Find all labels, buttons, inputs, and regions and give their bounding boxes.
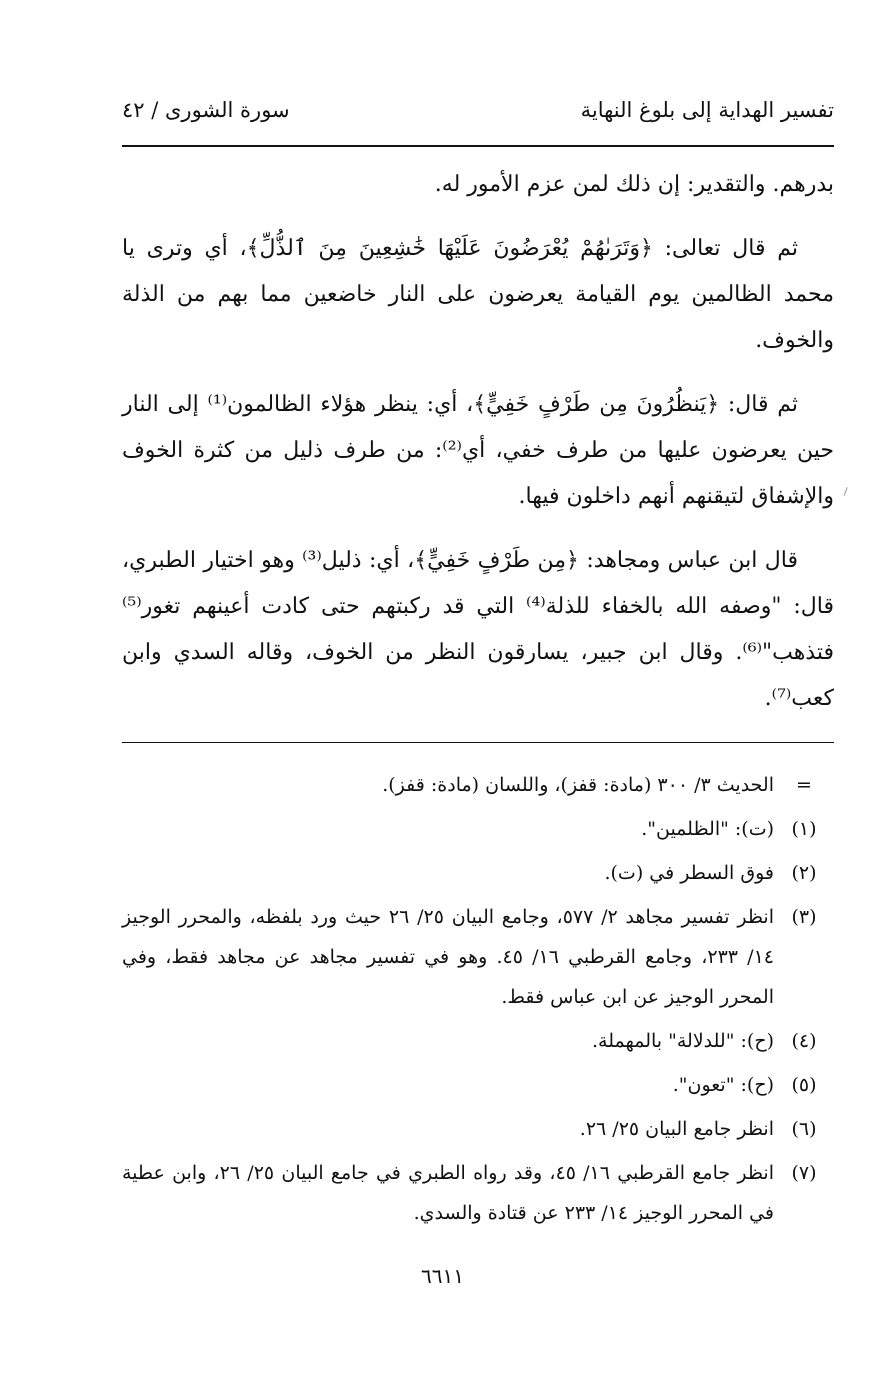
footnote-item — [122, 1021, 834, 1061]
main-text — [122, 162, 834, 740]
paragraph-3: ثم قال: ﴿يَنظُرُونَ مِن طَرْفٍ خَفِيٍّ﴾، أي: ينظر هؤلاء الظالمون⁽¹⁾ إلى النار حين يعرضون عليها من طرف خفي، أي⁽²⁾: من طرف ذليل من كثرة الخوف والإشفاق لتيقنهم أنهم داخلون فيها. — [122, 392, 834, 509]
footnote-item — [122, 1153, 834, 1233]
paragraph-2: ثم قال تعالى: ﴿وَتَرَىٰهُمْ يُعْرَضُونَ عَلَيْهَا خَٰشِعِينَ مِنَ ٱلذُّلِّ﴾، أي وترى يا محمد الظالمين يوم القيامة يعرضون على النار خاضعين مما بهم من الذلة والخوف. — [122, 236, 834, 353]
footnote-item — [122, 765, 834, 805]
footnote-item — [122, 1065, 834, 1105]
footnote-item — [122, 853, 834, 893]
footnote-number: (١) — [791, 818, 817, 840]
footnote-number: (٥) — [791, 1074, 817, 1096]
footnote-text: (ح): "للدلالة" بالمهملة. — [591, 1030, 774, 1052]
footnote-item — [122, 1109, 834, 1149]
footnote-item — [122, 809, 834, 849]
footnote-text: انظر تفسير مجاهد ٢/ ٥٧٧، وجامع البيان ٢٥/ ٢٦ حيث ورد بلفظه، والمحرر الوجيز ١٤/ ٢٣٣، وجامع القرطبي ١٦/ ٤٥. وهو في تفسير مجاهد عن مجاهد فقط، وفي المحرر الوجيز عن ابن عباس فقط. — [122, 906, 774, 1008]
book-title: تفسير الهداية إلى بلوغ النهاية — [580, 98, 834, 122]
footnote-number: (٢) — [791, 862, 817, 884]
paragraph-1: بدرهم. والتقدير: إن ذلك لمن عزم الأمور له. — [434, 172, 834, 197]
page-number: ٦٦١١ — [421, 1264, 464, 1288]
footnote-text: (ح): "تعون". — [672, 1074, 774, 1096]
footnote-number: (٤) — [791, 1030, 817, 1052]
footnote-number: = — [796, 774, 812, 796]
footnote-text: انظر جامع البيان ٢٥/ ٢٦. — [579, 1118, 774, 1140]
footnote-text: الحديث ٣/ ٣٠٠ (مادة: قفز)، واللسان (مادة: قفز). — [382, 774, 774, 796]
footnote-text: انظر جامع القرطبي ١٦/ ٤٥، وقد رواه الطبري في جامع البيان ٢٥/ ٢٦، وابن عطية في المحرر الوجيز ١٤/ ٢٣٣ عن قتادة والسدي. — [122, 1162, 774, 1224]
running-header — [122, 98, 834, 134]
footnote-text: (ت): "الظلمين". — [641, 818, 774, 840]
footnote-number: (٧) — [791, 1162, 817, 1184]
footnote-number: (٦) — [791, 1118, 817, 1140]
surah-label: سورة الشورى / ٤٢ — [122, 98, 290, 122]
footnote-number: (٣) — [791, 906, 817, 928]
scan-mark — [844, 487, 854, 498]
footnote-text: فوق السطر في (ت). — [604, 862, 774, 884]
footnotes — [122, 765, 834, 1237]
header-rule — [122, 145, 834, 147]
footnote-item — [122, 897, 834, 1017]
paragraph-4: قال ابن عباس ومجاهد: ﴿مِن طَرْفٍ خَفِيٍّ﴾، أي: ذليل⁽³⁾ وهو اختيار الطبري، قال: "وصفه الله بالخفاء للذلة⁽⁴⁾ التي قد ركبتهم حتى كادت أعينهم تغور⁽⁵⁾ فتذهب"⁽⁶⁾. وقال ابن جبير، يسارقون النظر من الخوف، وقاله السدي وابن كعب⁽⁷⁾. — [122, 548, 834, 711]
footnote-rule — [122, 742, 834, 743]
